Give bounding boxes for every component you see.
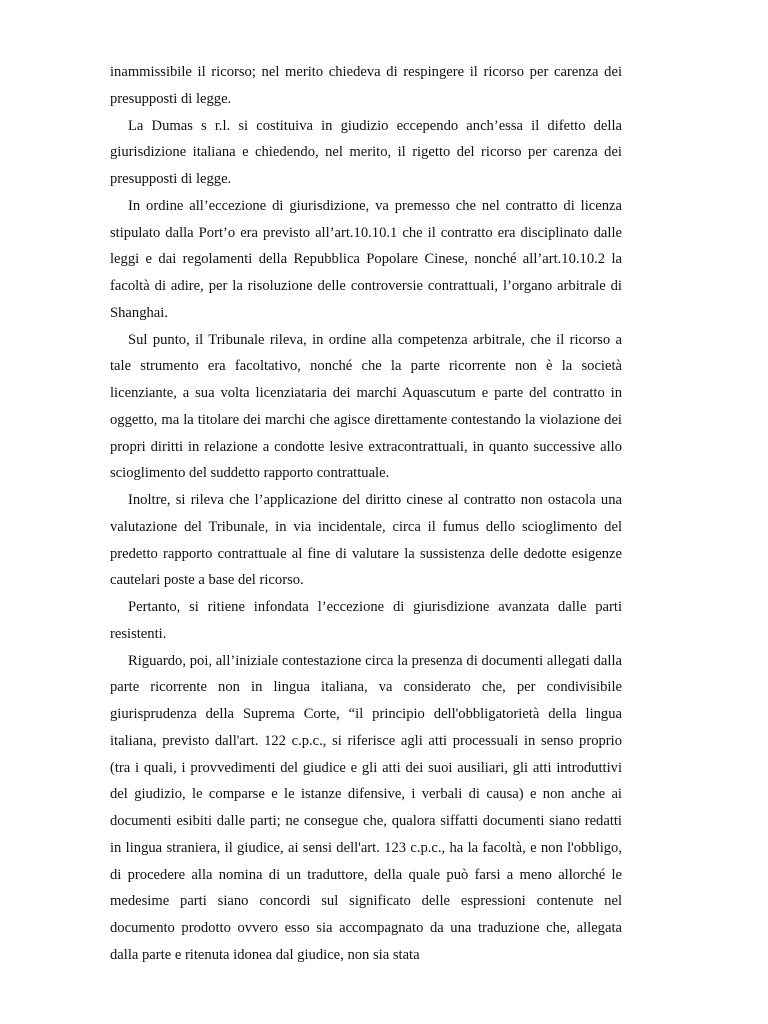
paragraph-7: Riguardo, poi, all’iniziale contestazione circa la presenza di documenti allegati dalla parte ricorrente non in lingua italiana, va considerato che, per condivisibile giurisprudenza della Suprema Corte, “il principio dell'obbligatorietà della lingua italiana, previsto dall'art. 122 c.p.c., si riferisce agli atti processuali in senso proprio (tra i quali, i provvedimenti del giudice e gli atti dei suoi ausiliari, gli atti introduttivi del giudizio, le comparse e le istanze difensive, i verbali di causa) e non anche ai documenti esibiti dalle parti; ne consegue che, qualora siffatti documenti siano redatti in lingua straniera, il giudice, ai sensi dell'art. 123 c.p.c., ha la facoltà, e non l'obbligo, di procedere alla nomina di un traduttore, della quale può farsi a meno allorché le medesime parti siano concordi sul significato delle espressioni contenute nel documento prodotto ovvero esso sia accompagnato da una traduzione che, allegata dalla parte e ritenuta idonea dal giudice, non sia stata xyxy=(110,652,622,963)
paragraph-3: In ordine all’eccezione di giurisdizione, va premesso che nel contratto di licenza stipulato dalla Port’o era previsto all’art.10.10.1 che il contratto era disciplinato dalle leggi e dai regolamenti della Repubblica Popolare Cinese, nonché all’art.10.10.2 la facoltà di adire, per la risoluzione delle controversie contrattuali, l’organo arbitrale di Shanghai. xyxy=(110,197,622,321)
paragraph-2: La Dumas s r.l. si costituiva in giudizio eccependo anch’essa il difetto della giurisdizione italiana e chiedendo, nel merito, il rigetto del ricorso per carenza dei presupposti di legge. xyxy=(110,117,622,187)
document-page xyxy=(110,59,622,969)
paragraph-5: Inoltre, si rileva che l’applicazione del diritto cinese al contratto non ostacola una valutazione del Tribunale, in via incidentale, circa il fumus dello scioglimento del predetto rapporto contrattuale al fine di valutare la sussistenza delle dedotte esigenze cautelari poste a base del ricorso. xyxy=(110,492,622,589)
paragraph-1: inammissibile il ricorso; nel merito chiedeva di respingere il ricorso per carenza dei presupposti di legge. xyxy=(110,64,622,107)
paragraph-4: Sul punto, il Tribunale rileva, in ordine alla competenza arbitrale, che il ricorso a tale strumento era facoltativo, nonché che la parte ricorrente non è la società licenziante, a sua volta licenziataria dei marchi Aquascutum e parte del contratto in oggetto, ma la titolare dei marchi che agisce direttamente contestando la violazione dei propri diritti in relazione a condotte lesive extracontrattuali, in quanto successive allo scioglimento del suddetto rapporto contrattuale. xyxy=(110,331,622,482)
paragraph-6: Pertanto, si ritiene infondata l’eccezione di giurisdizione avanzata dalle parti resistenti. xyxy=(110,599,622,642)
